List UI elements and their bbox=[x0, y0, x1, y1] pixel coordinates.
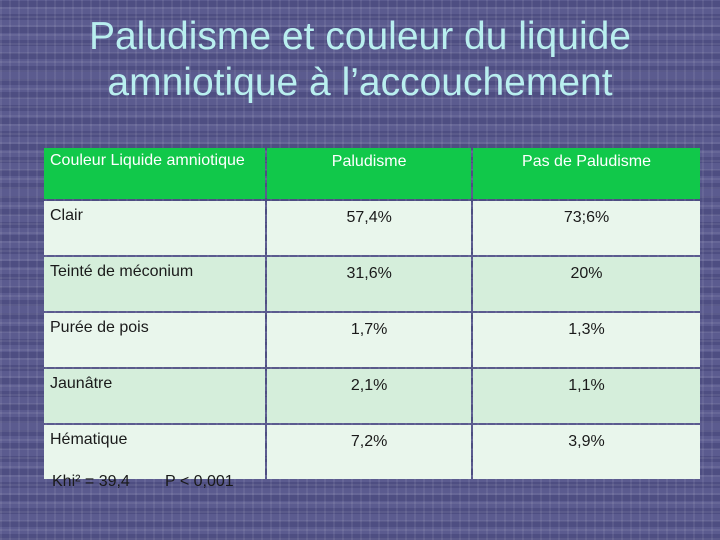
row-label: Purée de pois bbox=[44, 313, 265, 367]
no-malaria-value: 3,9% bbox=[473, 425, 700, 479]
row-label: Clair bbox=[44, 201, 265, 255]
header-malaria: Paludisme bbox=[267, 148, 471, 199]
no-malaria-value: 1,1% bbox=[473, 369, 700, 423]
table-row bbox=[44, 201, 700, 255]
slide-title-line-2: amniotique à l’accouchement bbox=[107, 61, 613, 104]
malaria-value: 57,4% bbox=[267, 201, 471, 255]
row-label: Jaunâtre bbox=[44, 369, 265, 423]
table-row bbox=[44, 369, 700, 423]
slide-title bbox=[0, 14, 720, 106]
no-malaria-value: 1,3% bbox=[473, 313, 700, 367]
header-liquid-color: Couleur Liquide amniotique bbox=[44, 148, 265, 199]
malaria-value: 1,7% bbox=[267, 313, 471, 367]
no-malaria-value: 20% bbox=[473, 257, 700, 311]
malaria-value: 2,1% bbox=[267, 369, 471, 423]
table-row bbox=[44, 425, 700, 479]
malaria-amniotic-table bbox=[42, 146, 702, 481]
p-value: P < 0,001 bbox=[165, 473, 234, 490]
table-header-row bbox=[44, 148, 700, 199]
table-row bbox=[44, 257, 700, 311]
chi-square-stat: Khi² = 39,4 bbox=[52, 473, 130, 490]
slide-title-line-1: Paludisme et couleur du liquide bbox=[88, 15, 631, 58]
malaria-value: 7,2% bbox=[267, 425, 471, 479]
header-no-malaria: Pas de Paludisme bbox=[473, 148, 700, 199]
row-label: Teinté de méconium bbox=[44, 257, 265, 311]
table-row bbox=[44, 313, 700, 367]
row-label: Hématique bbox=[44, 425, 265, 479]
malaria-value: 31,6% bbox=[267, 257, 471, 311]
no-malaria-value: 73;6% bbox=[473, 201, 700, 255]
